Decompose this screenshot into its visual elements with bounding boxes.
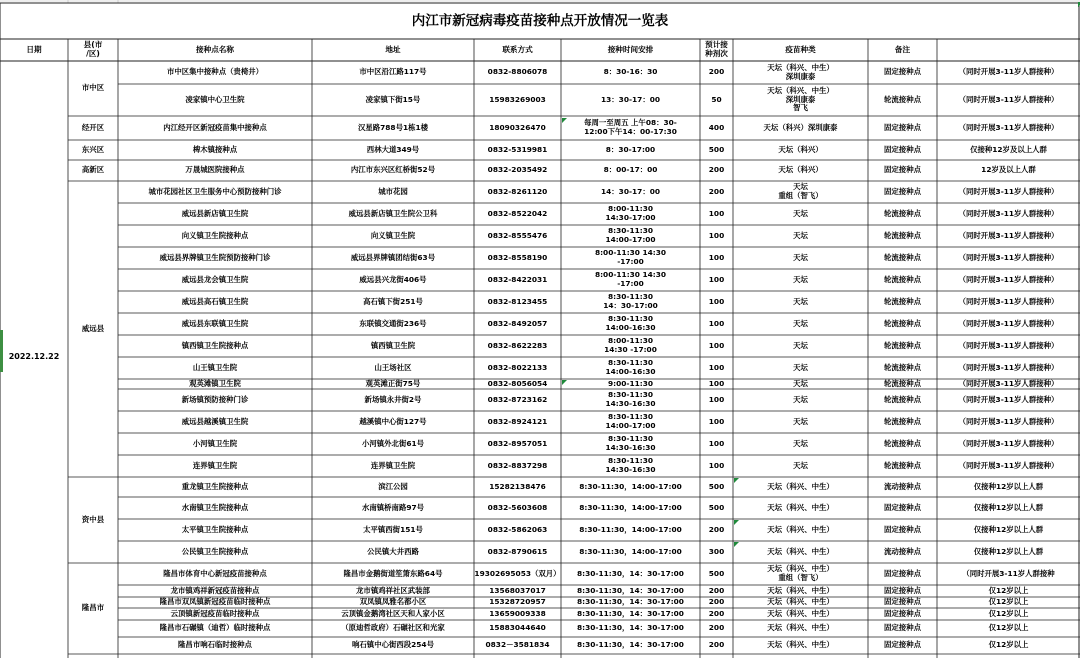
cell-quota[interactable]: 100 — [708, 362, 725, 372]
cell-type[interactable]: 固定接种点 — [884, 165, 921, 175]
cell-address[interactable]: 小河镇外北街61号 — [361, 438, 425, 448]
cell-address[interactable]: 响石镇中心街西段254号 — [352, 640, 434, 650]
cell-time[interactable]: 14：30-17：00 — [601, 186, 660, 196]
cell-time[interactable]: 8:30-11:30，14:00-17:00 — [579, 481, 682, 491]
cell-time[interactable]: 8:30-11:30，14:00-17:00 — [579, 524, 682, 534]
header-contact[interactable]: 联系方式 — [502, 44, 533, 54]
cell-contact[interactable]: 13568037017 — [489, 585, 546, 595]
cell-quota[interactable]: 200 — [708, 186, 725, 196]
cell-site[interactable]: 隆昌市双凤镇新冠疫苗临时接种点 — [159, 597, 271, 607]
cell-contact[interactable]: 15328720957 — [489, 597, 546, 607]
page-title[interactable]: 内江市新冠病毒疫苗接种点开放情况一览表 — [411, 13, 669, 29]
cell-quota[interactable]: 500 — [708, 144, 725, 154]
cell-vaccine[interactable]: 天坛（科兴、中生） — [767, 481, 834, 491]
header-note[interactable] — [937, 39, 1080, 61]
cell-type[interactable]: 固定接种点 — [884, 585, 921, 595]
cell-note[interactable]: （同时开展3-11岁人群接种） — [958, 460, 1059, 470]
cell-quota[interactable]: 200 — [708, 640, 725, 650]
cell-type[interactable]: 固定接种点 — [884, 186, 921, 196]
cell-time[interactable]: 8:30-11:30 14:00-17:00 — [605, 226, 656, 244]
cell-site[interactable]: 椑木镇接种点 — [192, 144, 238, 154]
cell-note[interactable]: 仅12岁以上 — [988, 623, 1029, 633]
cell-site[interactable]: 威远县越溪镇卫生院 — [181, 416, 249, 426]
cell-vaccine[interactable]: 天坛（科兴、中生） — [767, 502, 834, 512]
cell-note[interactable]: 仅12岁以上 — [988, 597, 1029, 607]
cell-note[interactable]: 仅12岁以上 — [988, 585, 1029, 595]
cell-warning-marker — [734, 520, 739, 525]
county-cell[interactable]: 资中县 — [81, 514, 105, 524]
cell-contact[interactable]: 19302695053（双月） — [474, 568, 561, 578]
cell-note[interactable]: 仅12岁以上 — [988, 640, 1029, 650]
cell-quota[interactable]: 100 — [708, 460, 725, 470]
cell-address[interactable]: 新场镇永井街2号 — [364, 394, 422, 404]
cell-quota[interactable]: 100 — [708, 438, 725, 448]
cell-time[interactable]: 8:30-11:30 14:00-16:30 — [605, 314, 656, 332]
cell-quota[interactable]: 200 — [708, 165, 725, 175]
cell-time[interactable]: 8:30-11:30 14:30-16:30 — [605, 390, 656, 408]
cell-vaccine[interactable]: 天坛（科兴、中生） — [767, 597, 834, 607]
cell-type[interactable]: 轮流接种点 — [884, 230, 921, 240]
cell-note[interactable]: （同时开展3-11岁人群接种） — [958, 208, 1059, 218]
cell-site[interactable]: 太平镇卫生院接种点 — [181, 524, 249, 534]
cell-note[interactable]: 仅接种12岁及以上人群 — [970, 144, 1047, 154]
cell-vaccine[interactable]: 天坛 — [793, 208, 808, 218]
cell-contact[interactable]: 0832-5603608 — [487, 502, 548, 512]
cell-note[interactable]: （同时开展3-11岁人群接种） — [958, 379, 1059, 388]
cell-contact[interactable]: 0832－3581834 — [485, 640, 550, 650]
cell-vaccine[interactable]: 天坛 — [793, 416, 808, 426]
cell-note[interactable]: （同时开展3-11岁人群接种） — [958, 340, 1059, 350]
cell-type[interactable]: 固定接种点 — [884, 122, 921, 132]
header-site[interactable]: 接种点名称 — [196, 44, 234, 54]
cell-site[interactable]: 重龙镇卫生院接种点 — [181, 481, 249, 491]
cell-site[interactable]: 向义镇卫生院接种点 — [181, 230, 249, 240]
cell-quota[interactable]: 200 — [708, 524, 725, 534]
cell-address[interactable]: （原迪哲政府）石碾社区和光家 — [341, 623, 445, 633]
cell-address[interactable]: 东联镇交通街236号 — [359, 318, 427, 328]
cell-quota[interactable]: 100 — [708, 230, 725, 240]
cell-site[interactable]: 市中区集中接种点（贵椅井） — [166, 67, 264, 77]
county-cell[interactable]: 高新区 — [81, 165, 105, 175]
cell-vaccine[interactable]: 天坛 — [793, 438, 808, 448]
cell-time[interactable]: 8：30-17:00 — [605, 144, 656, 154]
cell-time[interactable]: 8:00-11:30 14:30-17:00 — [605, 204, 656, 222]
cell-quota[interactable]: 100 — [708, 296, 725, 306]
cell-vaccine[interactable]: 天坛 — [793, 362, 808, 372]
cell-site[interactable]: 威远县龙会镇卫生院 — [181, 274, 249, 284]
cell-quota[interactable]: 300 — [708, 546, 725, 556]
cell-address[interactable]: 凌家镇下街15号 — [365, 94, 421, 104]
cell-note[interactable]: （同时开展3-11岁人群接种） — [958, 67, 1059, 77]
cell-vaccine[interactable]: 天坛（科兴、中生） 重组（智飞） — [767, 564, 834, 582]
cell-type[interactable]: 轮流接种点 — [884, 340, 921, 350]
cell-warning-marker — [734, 542, 739, 547]
cell-quota[interactable]: 100 — [708, 416, 725, 426]
cell-contact[interactable]: 0832-5862063 — [487, 524, 548, 534]
cell-site[interactable]: 内江经开区新冠疫苗集中接种点 — [163, 122, 267, 132]
cell-contact[interactable]: 0832-8723162 — [487, 394, 548, 404]
cell-time[interactable]: 8:00-11:30 14:30 -17:00 — [604, 336, 657, 354]
cell-time[interactable]: 8:30-11:30 14:30-16:30 — [605, 456, 656, 474]
cell-site[interactable]: 城市花园社区卫生服务中心预防接种门诊 — [148, 186, 282, 196]
cell-warning-marker — [734, 478, 739, 483]
cell-type[interactable]: 固定接种点 — [884, 524, 921, 534]
cell-time[interactable]: 8:00-11:30 14:30 -17:00 — [594, 248, 667, 266]
cell-quota[interactable]: 100 — [708, 208, 725, 218]
cell-type[interactable]: 流动接种点 — [884, 481, 921, 491]
cell-address[interactable]: 隆昌市金鹅街道笙箫东路64号 — [343, 568, 443, 578]
cell-site[interactable]: 镇西镇卫生院接种点 — [181, 340, 249, 350]
cell-note[interactable]: 仅接种12岁以上人群 — [973, 524, 1044, 534]
cell-type[interactable]: 轮流接种点 — [884, 274, 921, 284]
cell-site[interactable]: 万晟城医院接种点 — [185, 165, 245, 175]
cell-time[interactable]: 8:30-11:30，14：30-17:00 — [577, 608, 684, 618]
cell-quota[interactable]: 500 — [708, 568, 725, 578]
cell-type[interactable]: 轮流接种点 — [884, 296, 921, 306]
cell-vaccine[interactable]: 天坛（科兴、中生） 深圳康泰 智飞 — [767, 86, 834, 113]
cell-type[interactable]: 固定接种点 — [884, 144, 921, 154]
cell-note[interactable]: （同时开展3-11岁人群接种） — [958, 94, 1059, 104]
cell-note[interactable]: （同时开展3-11岁人群接种） — [958, 362, 1059, 372]
cell-contact[interactable]: 0832-8558190 — [487, 252, 548, 262]
cell-vaccine[interactable]: 天坛（科兴、中生） — [767, 640, 834, 650]
cell-note[interactable]: （同时开展3-11岁人群接种 — [962, 568, 1055, 578]
cell-note[interactable]: （同时开展3-11岁人群接种） — [958, 416, 1059, 426]
cell-type[interactable]: 固定接种点 — [884, 608, 921, 618]
cell-type[interactable]: 轮流接种点 — [884, 318, 921, 328]
cell-note[interactable]: （同时开展3-11岁人群接种） — [958, 186, 1059, 196]
cell-contact[interactable]: 0832-8022133 — [487, 362, 548, 372]
county-cell[interactable]: 威远县 — [81, 323, 105, 333]
cell-site[interactable]: 凌家镇中心卫生院 — [185, 94, 245, 104]
cell-address[interactable]: 市中区沿江路117号 — [359, 67, 427, 77]
cell-quota[interactable]: 100 — [708, 318, 725, 328]
cell-vaccine[interactable]: 天坛 — [793, 379, 808, 388]
cell-address[interactable]: 威远县兴龙街406号 — [359, 274, 427, 284]
cell-quota[interactable]: 200 — [708, 67, 725, 77]
date-cell[interactable]: 2022.12.22 — [8, 352, 60, 362]
cell-quota[interactable]: 400 — [708, 122, 725, 132]
cell-vaccine[interactable]: 天坛（科兴、中生） — [767, 608, 834, 618]
cell-type[interactable]: 轮流接种点 — [884, 438, 921, 448]
header-time[interactable]: 接种时间安排 — [607, 44, 654, 54]
cell-vaccine[interactable]: 天坛 — [793, 274, 808, 284]
cell-type[interactable]: 固定接种点 — [884, 623, 921, 633]
cell-address[interactable]: 向义镇卫生院 — [370, 230, 416, 240]
cell-contact[interactable]: 0832-8790615 — [487, 546, 548, 556]
cell-address[interactable]: 水南镇桥南路97号 — [361, 502, 425, 512]
cell-vaccine[interactable]: 天坛 — [793, 340, 808, 350]
cell-note[interactable]: （同时开展3-11岁人群接种） — [958, 230, 1059, 240]
cell-time[interactable]: 8:30-11:30，14:00-17:00 — [579, 546, 682, 556]
cell-quota[interactable]: 50 — [711, 94, 722, 104]
cell-type[interactable]: 轮流接种点 — [884, 208, 921, 218]
county-cell[interactable]: 隆昌市 — [81, 603, 105, 613]
cell-time[interactable]: 8:30-11:30，14：30-17:00 — [577, 640, 684, 650]
cell-vaccine[interactable]: 天坛 — [793, 318, 808, 328]
cell-address[interactable]: 越溪镇中心街127号 — [359, 416, 427, 426]
cell-time[interactable]: 8:30-11:30 14：30-17:00 — [603, 292, 658, 310]
cell-type[interactable]: 固定接种点 — [884, 67, 921, 77]
cell-vaccine[interactable]: 天坛 重组（智飞） — [778, 182, 823, 200]
cell-address[interactable]: 龙市镇鸡祥社区武装部 — [356, 585, 430, 595]
cell-site[interactable]: 观英滩镇卫生院 — [189, 379, 241, 388]
header-vaccine[interactable]: 疫苗种类 — [785, 44, 816, 54]
cell-address[interactable]: 观英滩正街75号 — [365, 379, 421, 388]
cell-site[interactable]: 新场镇预防接种门诊 — [181, 394, 249, 404]
cell-type[interactable]: 轮流接种点 — [884, 394, 921, 404]
cell-address[interactable]: 镇西镇卫生院 — [370, 340, 416, 350]
cell-contact[interactable]: 0832-5319981 — [487, 144, 548, 154]
cell-note[interactable]: （同时开展3-11岁人群接种） — [958, 122, 1059, 132]
cell-site[interactable]: 威远县界牌镇卫生院预防接种门诊 — [159, 252, 271, 262]
cell-vaccine[interactable]: 天坛 — [793, 296, 808, 306]
cell-quota[interactable]: 200 — [708, 608, 725, 618]
cell-quota[interactable]: 200 — [708, 585, 725, 595]
cell-contact[interactable]: 0832-8924121 — [487, 416, 548, 426]
cell-time[interactable]: 13：30-17：00 — [601, 94, 660, 104]
cell-contact[interactable]: 0832-2035492 — [487, 165, 548, 175]
cell-time[interactable]: 8:30-11:30 14:30-16:30 — [605, 434, 656, 452]
cell-warning-marker — [562, 118, 567, 123]
cell-quota[interactable]: 200 — [708, 597, 725, 607]
cell-quota[interactable]: 500 — [708, 502, 725, 512]
cell-contact[interactable]: 0832-8555476 — [487, 230, 548, 240]
cell-site[interactable]: 公民镇卫生院接种点 — [181, 546, 249, 556]
cell-vaccine[interactable]: 天坛（科兴、中生） — [767, 623, 834, 633]
cell-vaccine[interactable]: 天坛 — [793, 230, 808, 240]
cell-address[interactable]: 滨江公园 — [378, 481, 408, 491]
cell-time[interactable]: 8:30-11:30 14:00-16:30 — [605, 358, 656, 376]
cell-type[interactable]: 固定接种点 — [884, 502, 921, 512]
cell-site[interactable]: 隆昌市响石临时接种点 — [178, 640, 252, 650]
cell-note[interactable]: 仅接种12岁以上人群 — [973, 481, 1044, 491]
cell-quota[interactable]: 200 — [708, 623, 725, 633]
cell-quota[interactable]: 100 — [708, 274, 725, 284]
cell-type[interactable]: 固定接种点 — [884, 640, 921, 650]
cell-time[interactable]: 8:00-11:30 14:30 -17:00 — [594, 270, 667, 288]
cell-time[interactable]: 8:30-11:30，14：30-17:00 — [577, 623, 684, 633]
cell-site[interactable]: 威远县新店镇卫生院 — [181, 208, 249, 218]
cell-contact[interactable]: 0832-8522042 — [487, 208, 548, 218]
cell-note[interactable]: （同时开展3-11岁人群接种） — [958, 274, 1059, 284]
cell-address[interactable]: 云顶镇金鹅湾社区天和人家小区 — [341, 608, 445, 618]
cell-note[interactable]: （同时开展3-11岁人群接种） — [958, 318, 1059, 328]
cell-note[interactable]: 仅接种12岁以上人群 — [973, 546, 1044, 556]
cell-address[interactable]: 威远县新店镇卫生院公卫科 — [348, 208, 438, 218]
cell-contact[interactable]: 18090326470 — [489, 122, 546, 132]
cell-vaccine[interactable]: 天坛（科兴、中生） — [767, 585, 834, 595]
cell-site[interactable]: 威远县东联镇卫生院 — [181, 318, 249, 328]
header-quota[interactable]: 预计接 种剂次 — [705, 40, 728, 58]
cell-site[interactable]: 龙市镇鸡祥新冠疫苗接种点 — [170, 585, 260, 595]
cell-contact[interactable]: 0832-8957051 — [487, 438, 548, 448]
cell-address[interactable]: 西林大道349号 — [366, 144, 420, 154]
cell-time[interactable]: 8:30-11:30，14：30-17:00 — [577, 568, 684, 578]
cell-contact[interactable]: 15983269003 — [489, 94, 546, 104]
cell-time[interactable]: 8:30-11:30 14:00-17:00 — [605, 412, 656, 430]
cell-quota[interactable]: 100 — [708, 379, 725, 388]
cell-address[interactable]: 公民镇大井西路 — [367, 546, 419, 556]
cell-quota[interactable]: 500 — [708, 481, 725, 491]
cell-site[interactable]: 连界镇卫生院 — [192, 460, 238, 470]
cell-type[interactable]: 固定接种点 — [884, 568, 921, 578]
cell-vaccine[interactable]: 天坛（科兴、中生） 深圳康泰 — [767, 62, 834, 81]
cell-time[interactable]: 8：00-17：00 — [603, 165, 658, 175]
cell-vaccine[interactable]: 天坛（科兴、中生） — [767, 546, 834, 556]
cell-time[interactable]: 8:30-11:30，14:00-17:00 — [579, 502, 682, 512]
cell-time[interactable]: 8:30-11:30，14：30-17:00 — [577, 585, 684, 595]
row-scroll-marker[interactable] — [0, 330, 3, 372]
cell-site[interactable]: 隆昌市石碾镇（迪哲）临时接种点 — [159, 623, 271, 633]
cell-address[interactable]: 城市花园 — [378, 186, 408, 196]
cell-type[interactable]: 轮流接种点 — [884, 416, 921, 426]
cell-vaccine[interactable]: 天坛（科兴、中生） — [767, 524, 834, 534]
cell-vaccine[interactable]: 天坛（科兴） — [778, 165, 823, 175]
cell-type[interactable]: 轮流接种点 — [884, 94, 921, 104]
cell-vaccine[interactable]: 天坛 — [793, 460, 808, 470]
cell-warning-marker — [562, 380, 567, 385]
cell-address[interactable]: 太平镇西街151号 — [363, 524, 423, 534]
cell-quota[interactable]: 100 — [708, 340, 725, 350]
cell-time[interactable]: 8：30-16：30 — [603, 67, 658, 77]
county-cell[interactable]: 东兴区 — [81, 144, 105, 154]
cell-vaccine[interactable]: 天坛 — [793, 394, 808, 404]
header-county[interactable]: 县(市 /区) — [83, 40, 103, 58]
cell-type[interactable]: 轮流接种点 — [884, 252, 921, 262]
cell-quota[interactable]: 100 — [708, 394, 725, 404]
cell-contact[interactable]: 0832-8837298 — [487, 460, 548, 470]
cell-note[interactable]: （同时开展3-11岁人群接种） — [958, 296, 1059, 306]
cell-address[interactable]: 连界镇卫生院 — [370, 460, 416, 470]
cell-time[interactable]: 8:30-11:30，14：30-17:00 — [577, 597, 684, 607]
cell-time[interactable]: 每周一至周五 上午08：30- 12:00下午14：00-17:30 — [584, 118, 677, 136]
cell-note[interactable]: 仅接种12岁以上人群 — [973, 502, 1044, 512]
county-cell[interactable]: 经开区 — [81, 122, 105, 132]
cell-time[interactable]: 9:00-11:30 — [608, 379, 653, 388]
cell-contact[interactable]: 0832-8056054 — [487, 379, 548, 388]
cell-vaccine[interactable]: 天坛（科兴） — [778, 144, 823, 154]
cell-address[interactable]: 汉星路788号1栋1楼 — [357, 122, 429, 132]
cell-note[interactable]: （同时开展3-11岁人群接种） — [958, 438, 1059, 448]
cell-contact[interactable]: 0832-8123455 — [487, 296, 548, 306]
cell-site[interactable]: 小河镇卫生院 — [192, 438, 238, 448]
cell-contact[interactable]: 0832-8261120 — [487, 186, 548, 196]
cell-address[interactable]: 双凤镇凤雅名都小区 — [359, 597, 427, 607]
cell-contact[interactable]: 15883044640 — [489, 623, 546, 633]
header-date[interactable]: 日期 — [26, 44, 42, 54]
cell-contact[interactable]: 0832-8622283 — [487, 340, 548, 350]
cell-site[interactable]: 水南镇卫生院接种点 — [181, 502, 249, 512]
cell-type[interactable]: 流动接种点 — [884, 546, 921, 556]
cell-note[interactable]: 12岁及以上人群 — [981, 165, 1036, 175]
cell-type[interactable]: 固定接种点 — [884, 597, 921, 607]
cell-address[interactable]: 威远县界牌镇团结街63号 — [350, 252, 436, 262]
cell-type[interactable]: 轮流接种点 — [884, 362, 921, 372]
cell-site[interactable]: 山王镇卫生院 — [192, 362, 238, 372]
cell-site[interactable]: 隆昌市体育中心新冠疫苗接种点 — [163, 568, 267, 578]
cell-address[interactable]: 山王场社区 — [374, 362, 412, 372]
cell-contact[interactable]: 13659009338 — [489, 608, 546, 618]
cell-vaccine[interactable]: 天坛（科兴）深圳康泰 — [763, 122, 838, 132]
cell-quota[interactable]: 100 — [708, 252, 725, 262]
county-cell[interactable]: 市中区 — [81, 83, 105, 93]
cell-type[interactable]: 轮流接种点 — [884, 460, 921, 470]
cell-type[interactable]: 轮流接种点 — [884, 379, 921, 388]
cell-address[interactable]: 高石镇下街251号 — [363, 296, 423, 306]
header-address[interactable]: 地址 — [385, 44, 401, 54]
cell-contact[interactable]: 0832-8492057 — [487, 318, 548, 328]
cell-contact[interactable]: 15282138476 — [489, 481, 546, 491]
cell-contact[interactable]: 0832-8422031 — [487, 274, 548, 284]
cell-vaccine[interactable]: 天坛 — [793, 252, 808, 262]
cell-note[interactable]: （同时开展3-11岁人群接种） — [958, 394, 1059, 404]
cell-note[interactable]: （同时开展3-11岁人群接种） — [958, 252, 1059, 262]
cell-site[interactable]: 威远县高石镇卫生院 — [181, 296, 249, 306]
header-type[interactable]: 备注 — [894, 44, 911, 54]
cell-contact[interactable]: 0832-8806078 — [487, 67, 548, 77]
cell-address[interactable]: 内江市东兴区红桥街52号 — [350, 165, 436, 175]
cell-site[interactable]: 云顶镇新冠疫苗临时接种点 — [170, 608, 260, 618]
cell-note[interactable]: 仅12岁以上 — [988, 608, 1029, 618]
